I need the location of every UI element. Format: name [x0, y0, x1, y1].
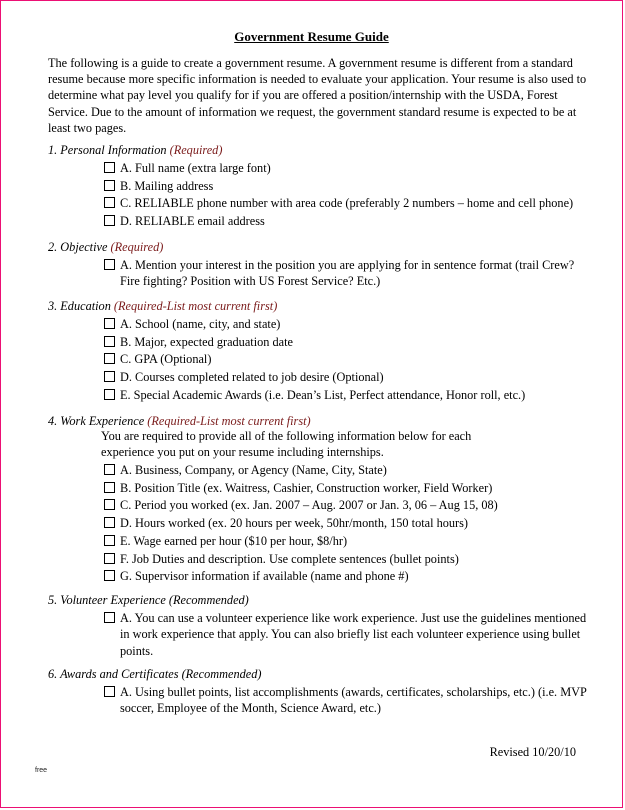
checkbox[interactable] — [104, 535, 115, 546]
revised-date: Revised 10/20/10 — [489, 745, 576, 759]
checklist-item-text: B. Position Title (ex. Waitress, Cashier, Construction worker, Field Worker) — [120, 480, 493, 495]
section-heading-title: 4. Work Experience — [48, 414, 145, 428]
checkbox[interactable] — [104, 553, 115, 564]
section-heading — [48, 239, 588, 255]
checkbox[interactable] — [104, 259, 115, 270]
checklist-item-text: F. Job Duties and description. Use complete sentences (bullet points) — [120, 551, 459, 566]
checkbox[interactable] — [104, 180, 115, 191]
checklist-item-text: G. Supervisor information if available (name and phone #) — [120, 569, 409, 584]
checkbox[interactable] — [104, 686, 115, 697]
checkbox[interactable] — [104, 499, 115, 510]
checklist-item — [48, 351, 588, 367]
checklist-item-text: C. Period you worked (ex. Jan. 2007 – Aug. 2007 or Jan. 3, 06 – Aug 15, 08) — [120, 498, 498, 513]
section-heading-title: 3. Education — [48, 299, 111, 313]
checklist-item — [48, 610, 588, 659]
checklist-item — [48, 480, 588, 496]
checkbox[interactable] — [104, 197, 115, 208]
section-heading-title: 6. Awards and Certificates — [48, 667, 179, 681]
checklist-item-text: A. You can use a volunteer experience like work experience. Just use the guidelines mentioned in work experience that apply. You can also briefly list each volunteer experience using bullet points. — [120, 611, 587, 658]
checkbox[interactable] — [104, 464, 115, 475]
checkbox[interactable] — [104, 353, 115, 364]
checklist-item-text: D. RELIABLE email address — [120, 214, 265, 229]
checklist-item-text: B. Mailing address — [120, 178, 214, 193]
checklist — [48, 316, 588, 403]
section-heading-tag: (Recommended) — [181, 667, 262, 681]
section-heading-tag: (Required) — [110, 240, 164, 254]
footer-mark: free — [35, 767, 48, 774]
intro-paragraph: The following is a guide to create a government resume. A government resume is different from a standard resume because more specific information is needed to evaluate your application. Your resume is also used to determine what pay level you qualify for if you are offered a position/internship with the USDA, Forest Service. Due to the amount of information we request, the government standard resume is expected to be at least two pages. — [48, 56, 587, 135]
checkbox[interactable] — [104, 215, 115, 226]
checklist — [48, 257, 588, 290]
checklist-item — [48, 160, 588, 176]
section-awards-and-certificates — [48, 666, 588, 718]
section-heading-tag: (Required) — [169, 143, 223, 157]
checklist-item-text: A. Full name (extra large font) — [120, 161, 271, 175]
checklist — [48, 684, 588, 717]
section-work-experience — [48, 413, 588, 586]
checklist — [48, 160, 588, 230]
checklist-item — [48, 178, 588, 194]
checklist-item-text: A. Using bullet points, list accomplishments (awards, certificates, scholarships, etc.) (i.e. MVP soccer, Employee of the Month, Science Award, etc.) — [120, 685, 587, 716]
section-heading — [48, 666, 588, 682]
section-heading-title: 1. Personal Information — [48, 143, 167, 157]
checklist-item-text: B. Major, expected graduation date — [120, 334, 293, 349]
checklist-item-text: D. Hours worked (ex. 20 hours per week, 50hr/month, 150 total hours) — [120, 516, 469, 531]
section-heading — [48, 298, 588, 314]
section-heading — [48, 142, 588, 158]
checkbox[interactable] — [104, 482, 115, 493]
checkbox[interactable] — [104, 371, 115, 382]
checklist-item — [48, 551, 588, 567]
checklist-item — [48, 316, 588, 332]
checklist-item — [48, 257, 588, 290]
checklist-item — [48, 334, 588, 350]
checklist-item — [48, 369, 588, 385]
section-heading — [48, 592, 588, 608]
section-heading-title: 5. Volunteer Experience — [48, 593, 166, 607]
section-heading-tag: (Recommended) — [168, 593, 249, 607]
checkbox[interactable] — [104, 570, 115, 581]
checklist-item — [48, 462, 588, 478]
section-personal-information — [48, 142, 588, 231]
checkbox[interactable] — [104, 336, 115, 347]
checklist-item-text: C. RELIABLE phone number with area code (preferably 2 numbers – home and cell phone) — [120, 196, 574, 211]
checklist-item — [48, 568, 588, 584]
checkbox[interactable] — [104, 162, 115, 173]
checkbox[interactable] — [104, 318, 115, 329]
checklist-item-text: E. Wage earned per hour ($10 per hour, $8/hr) — [120, 533, 348, 548]
section-heading-tag: (Required-List most current first) — [113, 299, 278, 313]
section-heading-tag: (Required-List most current first) — [147, 414, 311, 428]
checkbox[interactable] — [104, 517, 115, 528]
checklist-item-text: A. Business, Company, or Agency (Name, City, State) — [120, 463, 387, 477]
checkbox[interactable] — [104, 612, 115, 623]
checkbox[interactable] — [104, 389, 115, 400]
section-education — [48, 298, 588, 405]
checklist-item — [48, 195, 588, 211]
checklist — [48, 462, 588, 585]
section-heading — [48, 413, 588, 429]
checklist-item-text: C. GPA (Optional) — [120, 352, 212, 367]
checklist — [48, 610, 588, 659]
checklist-item — [48, 684, 588, 717]
document-title: Government Resume Guide — [234, 29, 389, 44]
checklist-item-text: E. Special Academic Awards (i.e. Dean’s List, Perfect attendance, Honor roll, etc.) — [120, 387, 526, 402]
checklist-item — [48, 213, 588, 229]
checklist-item — [48, 515, 588, 531]
section-objective — [48, 239, 588, 291]
section-volunteer-experience — [48, 592, 588, 661]
checklist-item-text: A. School (name, city, and state) — [120, 317, 281, 331]
checklist-item — [48, 387, 588, 403]
section-note: You are required to provide all of the following information below for each experience you put on your resume including internships. — [101, 429, 472, 459]
checklist-item — [48, 533, 588, 549]
checklist-item-text: A. Mention your interest in the position you are applying for in sentence format (trail Crew? Fire fighting? Position with US Forest Service? Etc.) — [120, 258, 575, 289]
checklist-item — [48, 497, 588, 513]
section-heading-title: 2. Objective — [48, 240, 108, 254]
checklist-item-text: D. Courses completed related to job desire (Optional) — [120, 370, 384, 385]
